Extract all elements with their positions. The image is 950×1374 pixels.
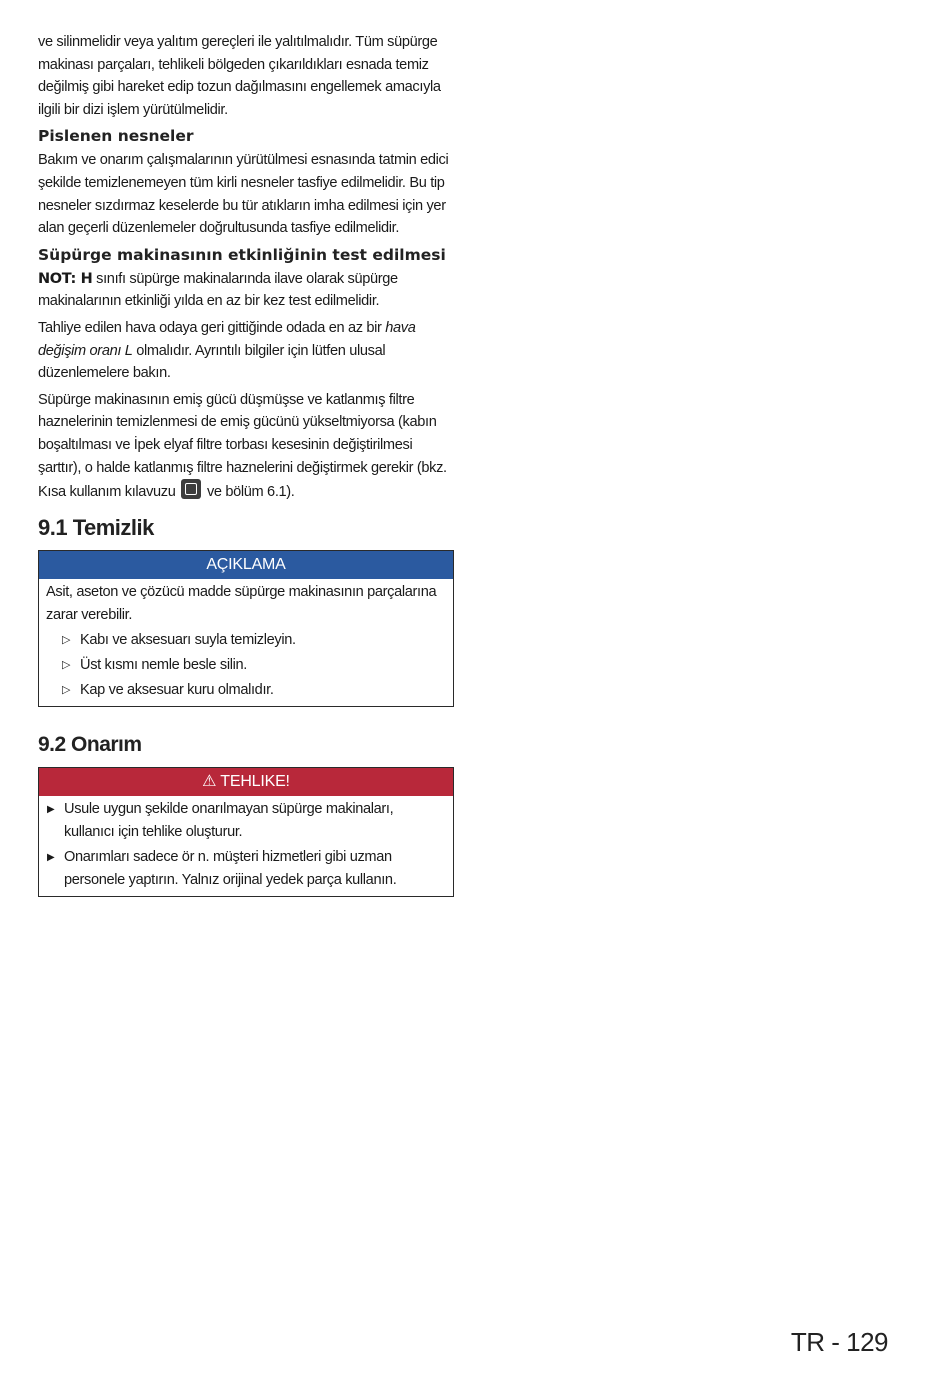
notice-body (39, 579, 453, 706)
text-column (38, 31, 454, 508)
filter-paragraph (38, 389, 454, 504)
page-number: TR - 129 (790, 1327, 888, 1357)
quick-guide-icon (181, 479, 201, 499)
note-text: sınıfı süpürge makinalarında ilave olarak süpürge makinalarının etkinliği yılda en az bir kez test edilmelidir. (38, 270, 398, 310)
air-exchange-italic: hava değişim oranı L (38, 319, 416, 359)
air-exchange-text-2: olmalıdır. Ayrıntılı bilgiler için lütfen ulusal düzenlemelere bakın. (38, 342, 386, 382)
list-item-text: Usule uygun şekilde onarılmayan süpürge makinaları, kullanıcı için tehlike oluşturur. (64, 801, 394, 840)
triangle-bullet-icon: ▷ (62, 659, 71, 671)
cleaning-section (38, 515, 454, 707)
list-item (46, 629, 445, 652)
arrow-bullet-icon: ▶ (47, 804, 55, 815)
note-paragraph (38, 268, 454, 313)
cleaning-heading: 9.1 Temizlik (38, 515, 154, 540)
note-label: NOT: H (38, 270, 93, 287)
list-item (45, 846, 445, 892)
arrow-bullet-icon: ▶ (47, 852, 55, 863)
list-item-text: Kabı ve aksesuarı suyla temizleyin. (80, 632, 296, 648)
triangle-bullet-icon: ▷ (62, 684, 71, 696)
list-item-text: Üst kısmı nemle besle silin. (80, 657, 247, 673)
list-item (45, 798, 445, 844)
dirty-objects-heading: Pislenen nesneler (38, 127, 194, 146)
triangle-bullet-icon: ▷ (62, 634, 71, 646)
filter-text-2: ve bölüm 6.1). (206, 484, 295, 501)
danger-header: ⚠ TEHLIKE! (39, 768, 453, 796)
efficiency-test-heading: Süpürge makinasının etkinliğinin test edilmesi (38, 245, 446, 264)
air-exchange-paragraph (38, 317, 454, 385)
list-item (46, 679, 445, 702)
notice-text: Asit, aseton ve çözücü madde süpürge makinasının parçalarına zarar verebilir. (46, 584, 437, 623)
filter-text-1: Süpürge makinasının emiş gücü düşmüşse ve katlanmış filtre haznelerinin temizlenmesi de emiş gücünü yükseltmiyorsa (kabın boşaltılması ve İpek elyaf filtre torbası kesesinin değiştirilmesi şarttır), o halde katlanmış filtre haznelerini değiştirmek gerekir (bkz. Kısa kullanım kılavuzu (38, 391, 447, 501)
list-item-text: Onarımları sadece ör n. müşteri hizmetleri gibi uzman personele yaptırın. Yalnız orijinal yedek parça kullanın. (64, 849, 397, 888)
list-item-text: Kap ve aksesuar kuru olmalıdır. (80, 682, 274, 698)
dirty-objects-paragraph: Bakım ve onarım çalışmalarının yürütülmesi esnasında tatmin edici şekilde temizlenemeyen tüm kirli nesneler tasfiye edilmelidir. Bu tip nesneler sızdırmaz keselerde bu tür atıkların imha edilmesi için yer alan geçerli düzenlemeler doğrultusunda tasfiye edilmelidir. (38, 152, 449, 237)
air-exchange-text-1: Tahliye edilen hava odaya geri gittiğinde odada en az bir (38, 319, 386, 336)
list-item (46, 654, 445, 677)
danger-box (38, 767, 454, 897)
intro-paragraph: ve silinmelidir veya yalıtım gereçleri ile yalıtılmalıdır. Tüm süpürge makinası parçaları, tehlikeli bölgeden çıkarıldıkları esnada temiz değilmiş gibi hareket edip tozun dağılmasını engellemek amacıyla ilgili bir dizi işlem yürütülmelidir. (38, 34, 441, 118)
notice-box (38, 550, 454, 707)
danger-body (39, 796, 453, 896)
repair-section (38, 733, 454, 897)
repair-heading: 9.2 Onarım (38, 733, 142, 756)
notice-header: AÇIKLAMA (39, 551, 453, 579)
